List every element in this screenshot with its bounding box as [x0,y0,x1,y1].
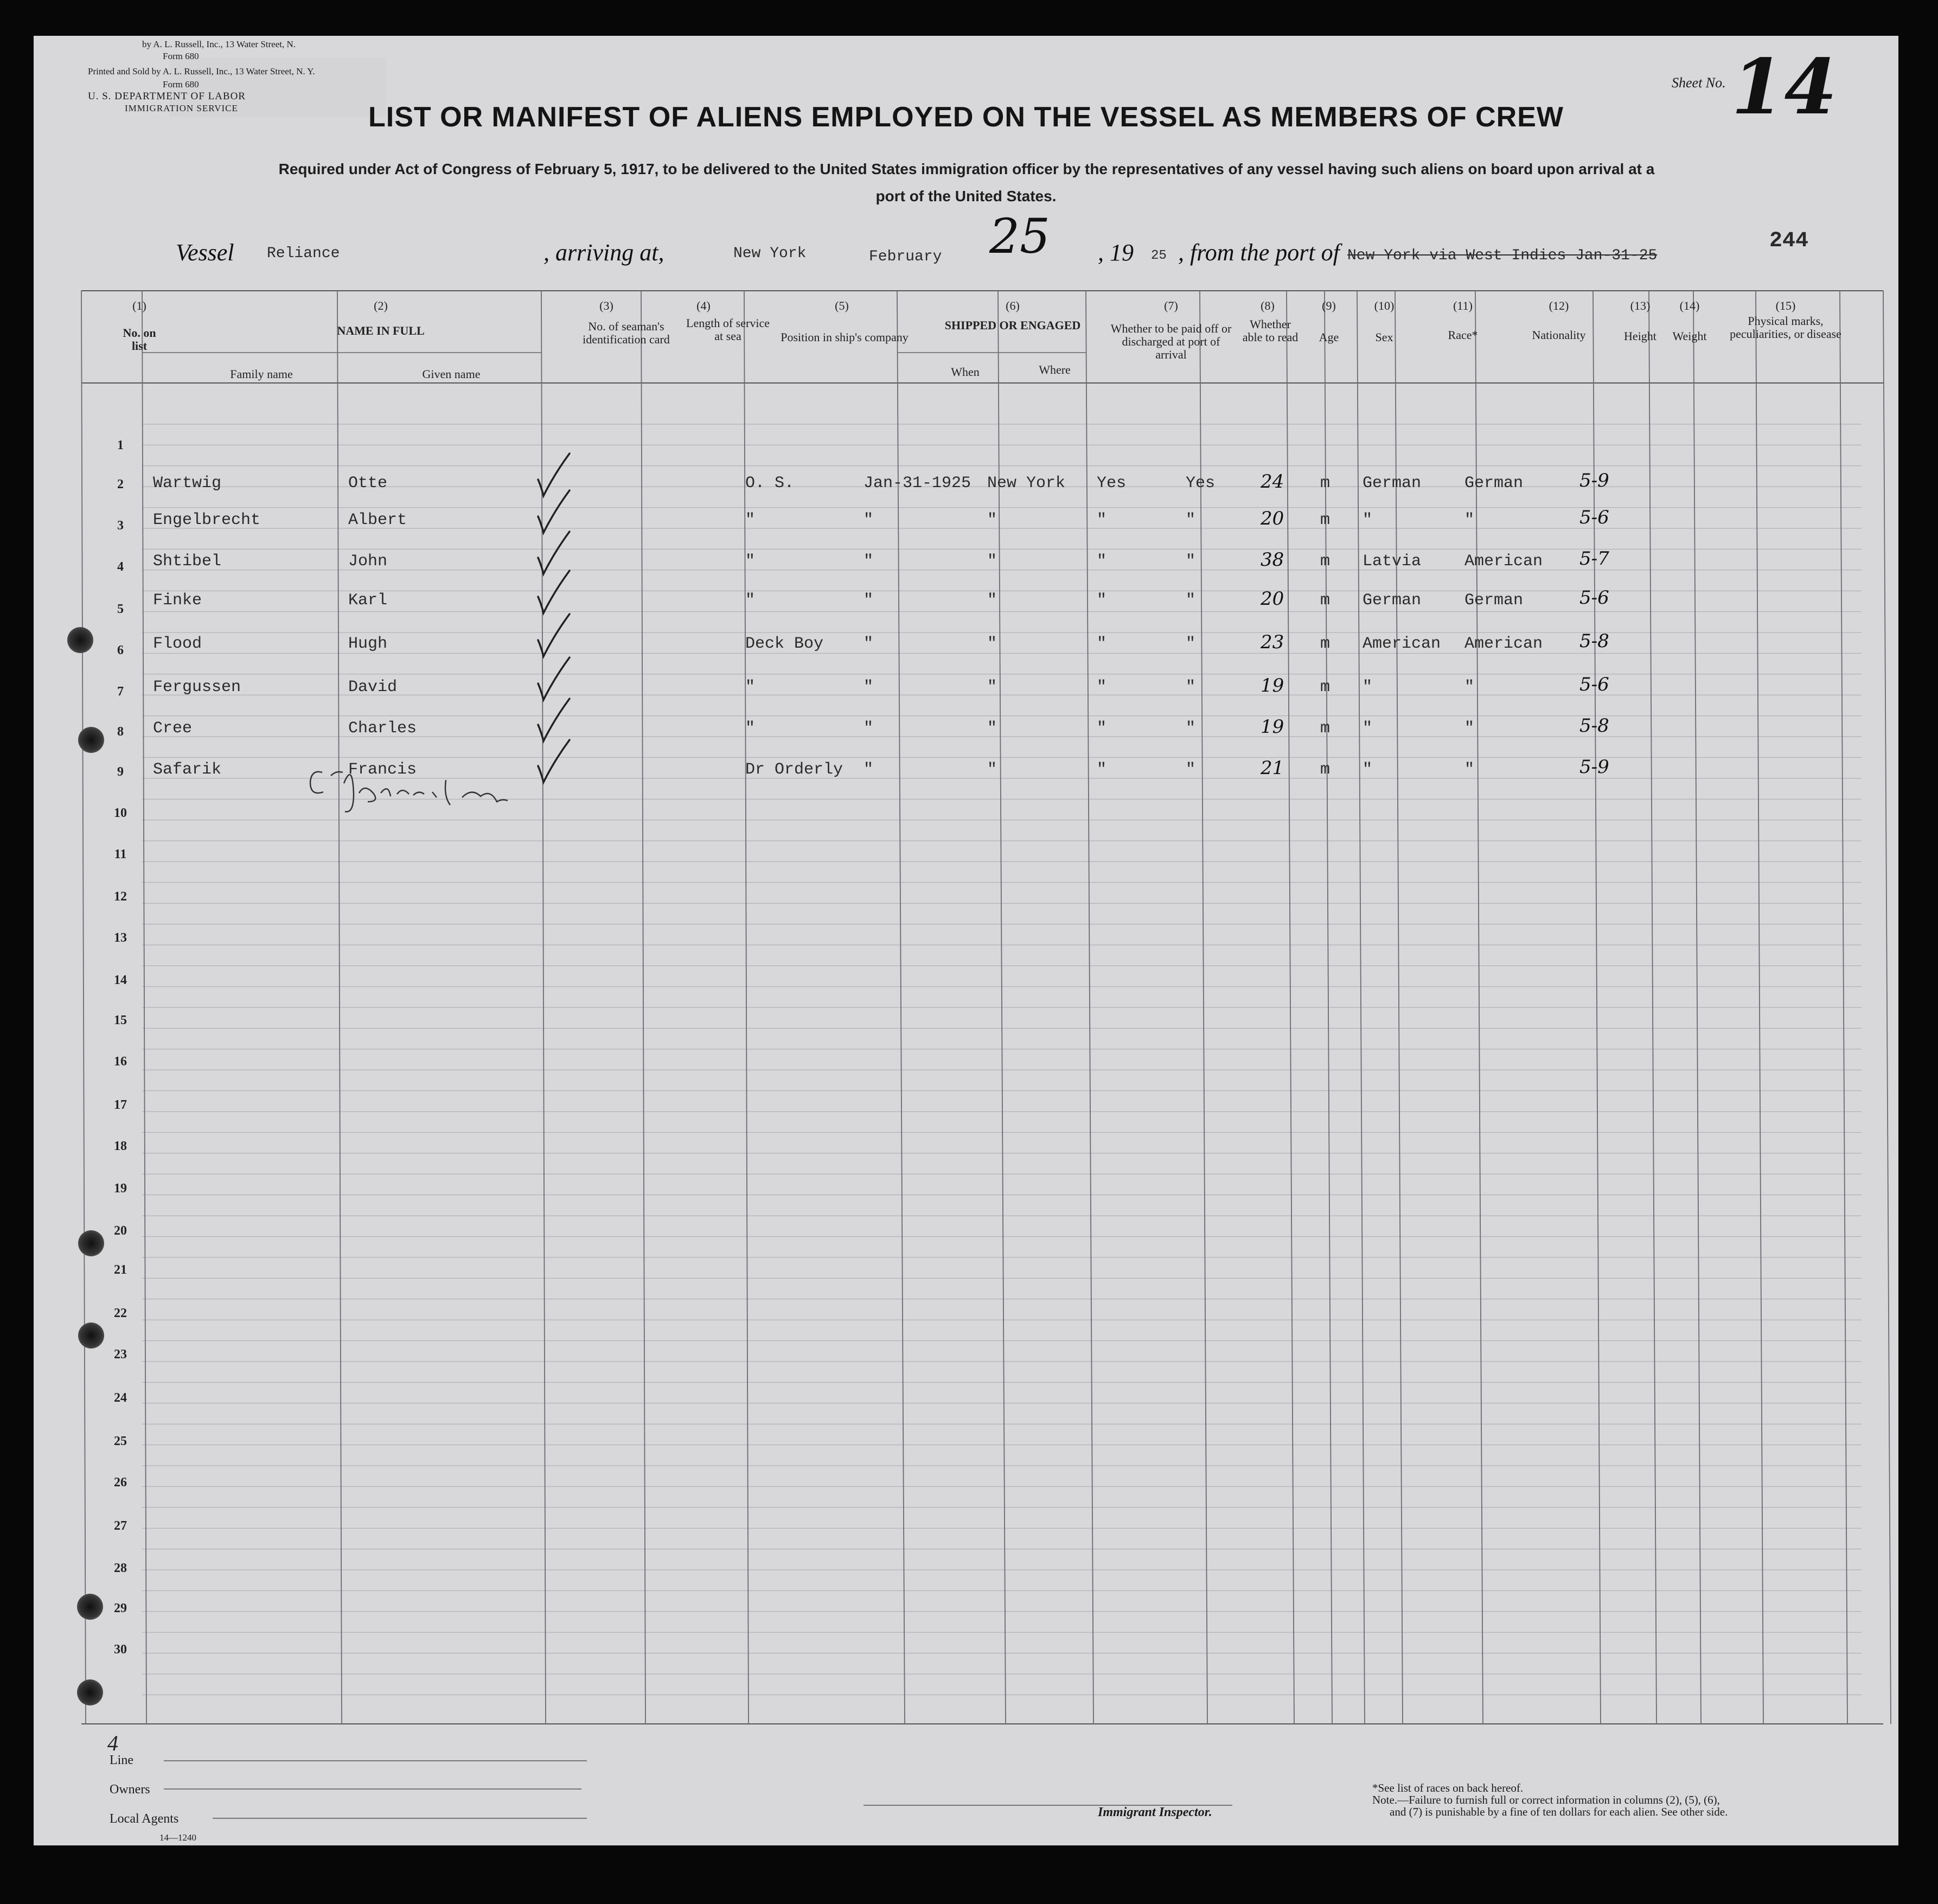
row-number: 4 [117,560,124,574]
crew-paid: Yes [1097,474,1127,493]
crew-age: 21 [1261,757,1284,779]
row-number: 13 [114,931,127,945]
crew-nationality: German [1464,591,1524,610]
col15-label: Physical marks, peculiarities, or disease [1730,314,1841,341]
col11-label: Race* [1448,328,1478,342]
row-number: 19 [114,1181,127,1196]
crew-sex: m [1320,635,1331,653]
form-subtitle-2: port of the United States. [875,188,1057,205]
crew-paid: " [1097,552,1107,571]
col2-num: (2) [374,299,388,312]
crew-height: 5-6 [1579,674,1609,695]
crew-given: John [348,552,388,571]
col6-where: Where [1039,363,1071,376]
crew-when: Jan-31-1925 [864,474,971,493]
arrival-day: 25 [989,208,1050,264]
crew-paid: " [1097,591,1107,610]
footer-line-label: Line [110,1753,133,1767]
arrival-month: February [869,248,942,265]
crew-race: " [1363,719,1373,738]
publisher-line-1: by A. L. Russell, Inc., 13 Water Street, N. [142,39,296,49]
checkmark-icon [538,453,570,496]
row-number: 10 [114,806,127,820]
arriving-port: New York [733,245,807,262]
crew-paid: " [1097,719,1107,738]
col5-label: Position in ship's company [781,330,909,344]
row-number: 1 [117,438,124,452]
punch-hole [67,627,93,653]
crew-where: " [987,591,997,610]
punch-hole [77,1679,103,1705]
crew-nationality: " [1464,678,1475,697]
crew-race: German [1363,474,1422,493]
crew-given: Albert [348,511,407,529]
crew-position: " [745,719,756,738]
checkmark-icon [538,571,570,613]
row-number: 12 [114,890,127,904]
col14-num: (14) [1679,299,1700,312]
checkmark-icon [538,614,570,656]
col7-label: Whether to be paid off or discharged at port of arrival [1110,322,1232,361]
row-number: 28 [114,1561,127,1575]
row-number: 7 [117,685,124,699]
punch-hole [78,1230,104,1256]
row-number: 8 [117,725,124,739]
crew-read: " [1186,635,1196,653]
crew-position: " [745,511,756,529]
crew-height: 5-7 [1579,548,1609,570]
row-number: 3 [117,519,124,533]
col2-label: NAME IN FULL [337,324,425,337]
col9-num: (9) [1322,299,1336,312]
crew-read: " [1186,552,1196,571]
col13-num: (13) [1630,299,1651,312]
punch-hole [78,727,104,753]
crew-family: Fergussen [153,678,241,697]
crew-given: David [348,678,398,697]
col10-num: (10) [1374,299,1395,312]
crew-age: 20 [1261,508,1284,529]
crew-where: " [987,719,997,738]
crew-read: " [1186,761,1196,779]
crew-read: Yes [1186,474,1216,493]
crew-family: Shtibel [153,552,222,571]
crew-family: Finke [153,591,202,610]
crew-given: Karl [348,591,388,610]
col9-label: Age [1319,330,1339,344]
crew-sex: m [1320,591,1331,610]
crew-read: " [1186,719,1196,738]
crew-when: " [864,761,874,779]
crew-when: " [864,719,874,738]
crew-height: 5-9 [1579,470,1609,491]
crew-sex: m [1320,719,1331,738]
col12-num: (12) [1549,299,1569,312]
row-number: 18 [114,1139,127,1153]
crew-where: " [987,511,997,529]
col1-label: No. on list [123,326,156,353]
crew-race: " [1363,761,1373,779]
row-number: 21 [114,1263,127,1277]
crew-paid: " [1097,511,1107,529]
form-number: Form 680 [163,79,199,90]
crew-family: Safarik [153,761,222,779]
col6-label: SHIPPED OR ENGAGED [944,318,1081,332]
footer-agents-label: Local Agents [110,1812,179,1826]
row-number: 9 [117,765,124,779]
crew-race: Latvia [1363,552,1422,571]
col1-num: (1) [132,299,146,312]
crew-nationality: American [1464,635,1543,653]
crew-race: American [1363,635,1441,653]
crew-nationality: " [1464,719,1475,738]
checkmark-icon [538,532,570,574]
crew-race: " [1363,511,1373,529]
crew-nationality: " [1464,511,1475,529]
crew-age: 38 [1261,549,1284,571]
crew-read: " [1186,591,1196,610]
crew-when: " [864,591,874,610]
fine-note-1: Note.—Failure to furnish full or correct information in columns (2), (5), (6), [1372,1793,1720,1806]
row-number: 2 [117,477,124,491]
col12-label: Nationality [1532,328,1586,342]
col4-num: (4) [696,299,711,312]
crew-where: New York [987,474,1066,493]
crew-family: Engelbrecht [153,511,261,529]
crew-paid: " [1097,761,1107,779]
crew-paid: " [1097,635,1107,653]
punch-hole [78,1322,104,1349]
row-number: 17 [114,1098,127,1112]
checkmark-icon [538,699,570,741]
crew-sex: m [1320,511,1331,529]
col8-label: Whether able to read [1242,317,1299,344]
footer-form-code: 14—1240 [159,1832,196,1843]
col10-label: Sex [1375,330,1393,344]
crew-when: " [864,552,874,571]
crew-family: Wartwig [153,474,222,493]
col3-label: No. of seaman's identification card [583,320,670,346]
crew-where: " [987,552,997,571]
row-number: 11 [114,847,127,861]
crew-race: German [1363,591,1422,610]
inspector-label: Immigrant Inspector. [1098,1805,1212,1819]
row-number: 14 [114,973,127,987]
form-subtitle: Required under Act of Congress of February 5, 1917, to be delivered to the United States immigration officer by the representatives of any vessel having such aliens on board upon arrival at a [278,161,1655,177]
row-number: 30 [114,1643,127,1657]
crew-position: " [745,552,756,571]
fine-note-2: and (7) is punishable by a fine of ten dollars for each alien. See other side. [1390,1805,1728,1818]
arriving-label: , arriving at, [543,239,664,266]
crew-sex: m [1320,552,1331,571]
col11-num: (11) [1453,299,1473,312]
crew-height: 5-8 [1579,715,1609,737]
crew-age: 20 [1261,588,1284,610]
vessel-name: Reliance [267,245,340,262]
col2-family: Family name [230,367,293,381]
row-number: 20 [114,1224,127,1238]
footer-owners-label: Owners [110,1782,150,1797]
crew-nationality: " [1464,761,1475,779]
row-number: 16 [114,1055,127,1069]
crew-age: 19 [1261,675,1284,697]
crew-paid: " [1097,678,1107,697]
crew-sex: m [1320,474,1331,493]
crew-age: 24 [1261,471,1284,493]
crew-given: Charles [348,719,417,738]
crew-position: Dr Orderly [745,761,843,779]
stamp-number: 244 [1769,229,1809,253]
crew-height: 5-6 [1579,507,1609,528]
crew-height: 5-6 [1579,587,1609,609]
crew-race: " [1363,678,1373,697]
crew-where: " [987,678,997,697]
crew-age: 19 [1261,716,1284,738]
margin-mark: 4 [107,1731,118,1755]
row-number: 15 [114,1013,127,1027]
crew-given: Otte [348,474,388,493]
from-port-label: , from the port of [1178,239,1340,266]
col14-label: Weight [1672,329,1707,343]
crew-where: " [987,635,997,653]
sheet-label: Sheet No. [1672,75,1726,91]
row-number: 27 [114,1519,127,1533]
crew-position: O. S. [745,474,795,493]
row-number: 29 [114,1601,127,1615]
crew-given: Hugh [348,635,388,653]
crew-read: " [1186,678,1196,697]
year-prefix: , 19 [1098,239,1134,266]
sheet-number: 14 [1731,43,1837,132]
crew-nationality: American [1464,552,1543,571]
crew-family: Flood [153,635,202,653]
punch-hole [77,1594,103,1620]
col13-label: Height [1624,329,1656,343]
from-port: New York via West Indies Jan-31-25 [1347,247,1658,264]
handwriting-layer [34,36,1898,1845]
race-note: *See list of races on back hereof. [1372,1781,1524,1794]
col5-num: (5) [835,299,849,312]
crew-position: Deck Boy [745,635,824,653]
crew-when: " [864,635,874,653]
crew-age: 23 [1261,631,1284,653]
col15-num: (15) [1775,299,1796,312]
crew-nationality: German [1464,474,1524,493]
row-number: 25 [114,1434,127,1448]
col7-num: (7) [1164,299,1178,312]
col6-when: When [951,365,980,379]
crew-height: 5-8 [1579,630,1609,652]
service-label: IMMIGRATION SERVICE [125,103,238,113]
row-number: 22 [114,1306,127,1320]
form-title: LIST OR MANIFEST OF ALIENS EMPLOYED ON THE VESSEL AS MEMBERS OF CREW [368,101,1564,133]
crew-when: " [864,678,874,697]
crew-where: " [987,761,997,779]
crew-family: Cree [153,719,193,738]
form-number-small: Form 680 [163,51,199,61]
checkmark-icons [538,453,570,782]
publisher-line-2: Printed and Sold by A. L. Russell, Inc., 13 Water Street, N. Y. [88,66,315,76]
manifest-sheet [34,36,1898,1845]
crew-given: Francis [348,761,417,779]
crew-when: " [864,511,874,529]
crew-position: " [745,678,756,697]
vessel-label: Vessel [176,239,234,266]
row-number: 23 [114,1347,127,1362]
row-number: 5 [117,602,124,616]
crew-sex: m [1320,761,1331,779]
col2-given: Given name [422,367,481,381]
checkmark-icon [538,657,570,700]
arrival-year: 25 [1151,248,1167,263]
department-label: U. S. DEPARTMENT OF LABOR [88,91,246,102]
col4-label: Length of service at sea [686,316,770,343]
col8-num: (8) [1261,299,1275,312]
row-number: 6 [117,643,124,657]
crew-sex: m [1320,678,1331,697]
col3-num: (3) [599,299,613,312]
crew-height: 5-9 [1579,756,1609,778]
row-number: 24 [114,1391,127,1405]
crew-position: " [745,591,756,610]
row-number: 26 [114,1475,127,1490]
crew-read: " [1186,511,1196,529]
col6-num: (6) [1006,299,1020,312]
